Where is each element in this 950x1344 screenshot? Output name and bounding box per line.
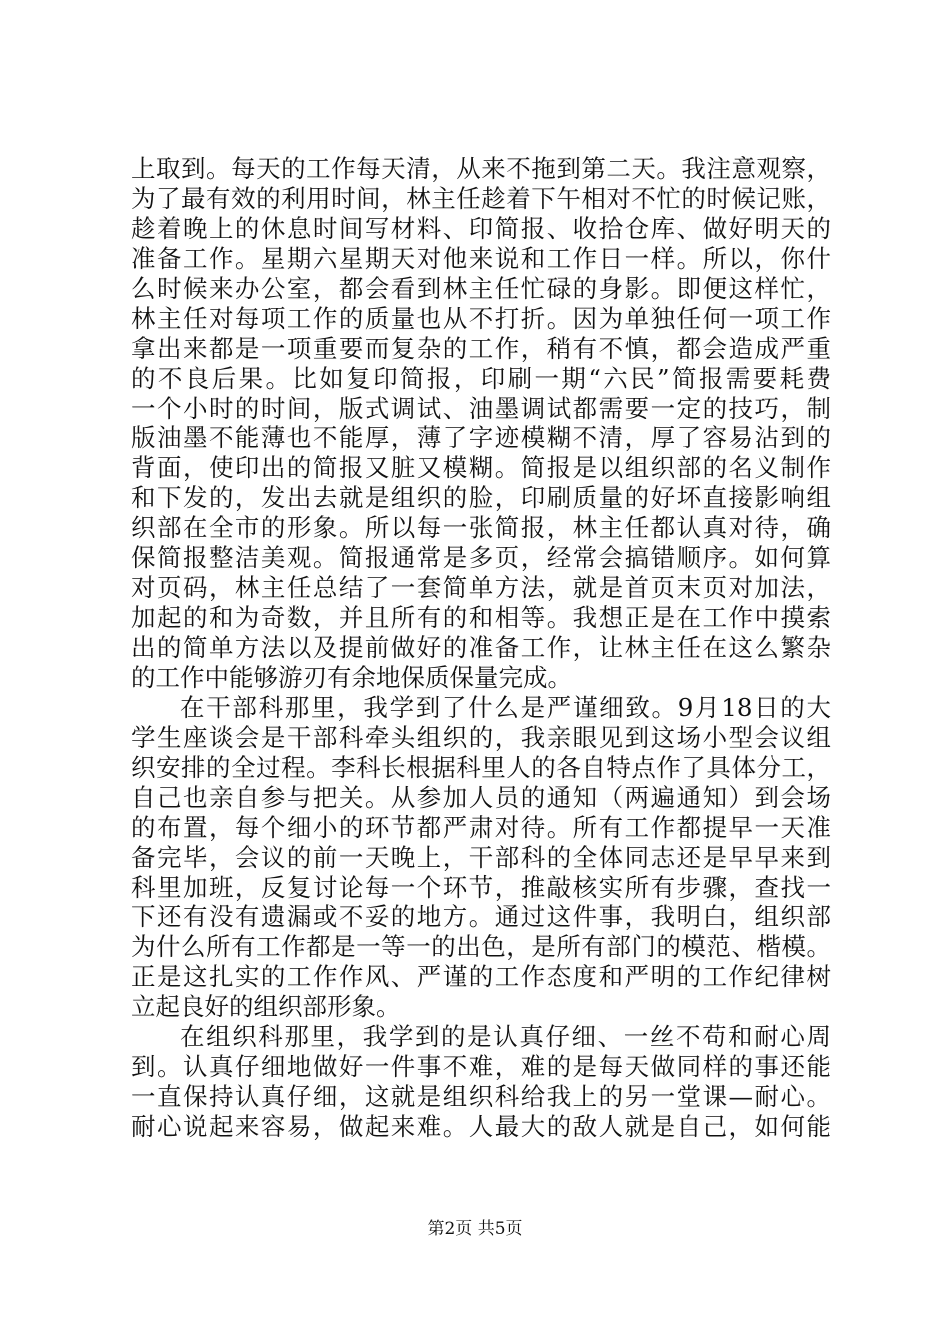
text-line: 的不良后果。比如复印简报，印刷一期“六民”简报需要耗费 <box>131 363 831 393</box>
text-line: 的布置，每个细小的环节都严肃对待。所有工作都提早一天准 <box>131 812 831 842</box>
text-line: 出的简单方法以及提前做好的准备工作，让林主任在这么繁杂 <box>131 633 831 662</box>
paragraph-start-line: 在干部科那里，我学到了什么是严谨细致。9月18日的大 <box>180 692 831 722</box>
text-line: 林主任对每项工作的质量也从不打折。因为单独任何一项工作 <box>131 303 831 333</box>
text-line: 下还有没有遗漏或不妥的地方。通过这件事，我明白，组织部 <box>131 902 831 932</box>
text-line: 一直保持认真仔细，这就是组织科给我上的另一堂课—耐心。 <box>131 1082 831 1112</box>
text-line: 耐心说起来容易，做起来难。人最大的敌人就是自己，如何能 <box>131 1112 831 1141</box>
document-body <box>131 154 831 1142</box>
page-number-footer: 第2页 共5页 <box>427 1219 523 1239</box>
text-line: 正是这扎实的工作作风、严谨的工作态度和严明的工作纪律树 <box>131 962 831 992</box>
text-line: 一个小时的时间，版式调试、油墨调试都需要一定的技巧，制 <box>131 393 831 423</box>
text-line: 准备工作。星期六星期天对他来说和工作日一样。所以，你什 <box>131 243 831 273</box>
paragraph-start-line: 在组织科那里，我学到的是认真仔细、一丝不苟和耐心周 <box>180 1022 831 1052</box>
text-line: 对页码，林主任总结了一套简单方法，就是首页末页对加法， <box>131 573 831 603</box>
text-line: 到。认真仔细地做好一件事不难，难的是每天做同样的事还能 <box>131 1052 831 1082</box>
text-line: 为什么所有工作都是一等一的出色，是所有部门的模范、楷模。 <box>131 932 831 962</box>
paragraph-end-line: 立起良好的组织部形象。 <box>131 992 401 1022</box>
text-line: 么时候来办公室，都会看到林主任忙碌的身影。即便这样忙， <box>131 273 831 303</box>
text-line: 上取到。每天的工作每天清，从来不拖到第二天。我注意观察， <box>131 154 831 183</box>
text-line: 和下发的，发出去就是组织的脸，印刷质量的好坏直接影响组 <box>131 483 831 513</box>
text-line: 加起的和为奇数，并且所有的和相等。我想正是在工作中摸索 <box>131 603 831 633</box>
text-line: 为了最有效的利用时间，林主任趁着下午相对不忙的时候记账， <box>131 183 831 213</box>
text-line: 趁着晚上的休息时间写材料、印简报、收拾仓库、做好明天的 <box>131 213 831 243</box>
text-line: 织部在全市的形象。所以每一张简报，林主任都认真对待，确 <box>131 513 831 543</box>
text-line: 版油墨不能薄也不能厚，薄了字迹模糊不清，厚了容易沾到的 <box>131 423 831 453</box>
text-line: 学生座谈会是干部科牵头组织的，我亲眼见到这场小型会议组 <box>131 722 831 752</box>
text-line: 备完毕，会议的前一天晚上，干部科的全体同志还是早早来到 <box>131 842 831 872</box>
text-line: 自己也亲自参与把关。从参加人员的通知（两遍通知）到会场 <box>131 782 831 812</box>
text-line: 保简报整洁美观。简报通常是多页，经常会搞错顺序。如何算 <box>131 543 831 573</box>
text-line: 科里加班，反复讨论每一个环节，推敲核实所有步骤，查找一 <box>131 872 831 902</box>
text-line: 拿出来都是一项重要而复杂的工作，稍有不慎，都会造成严重 <box>131 333 831 363</box>
paragraph-end-line: 的工作中能够游刃有余地保质保量完成。 <box>131 662 572 692</box>
text-line: 织安排的全过程。李科长根据科里人的各自特点作了具体分工， <box>131 752 831 782</box>
text-line: 背面，使印出的简报又脏又模糊。简报是以组织部的名义制作 <box>131 453 831 483</box>
